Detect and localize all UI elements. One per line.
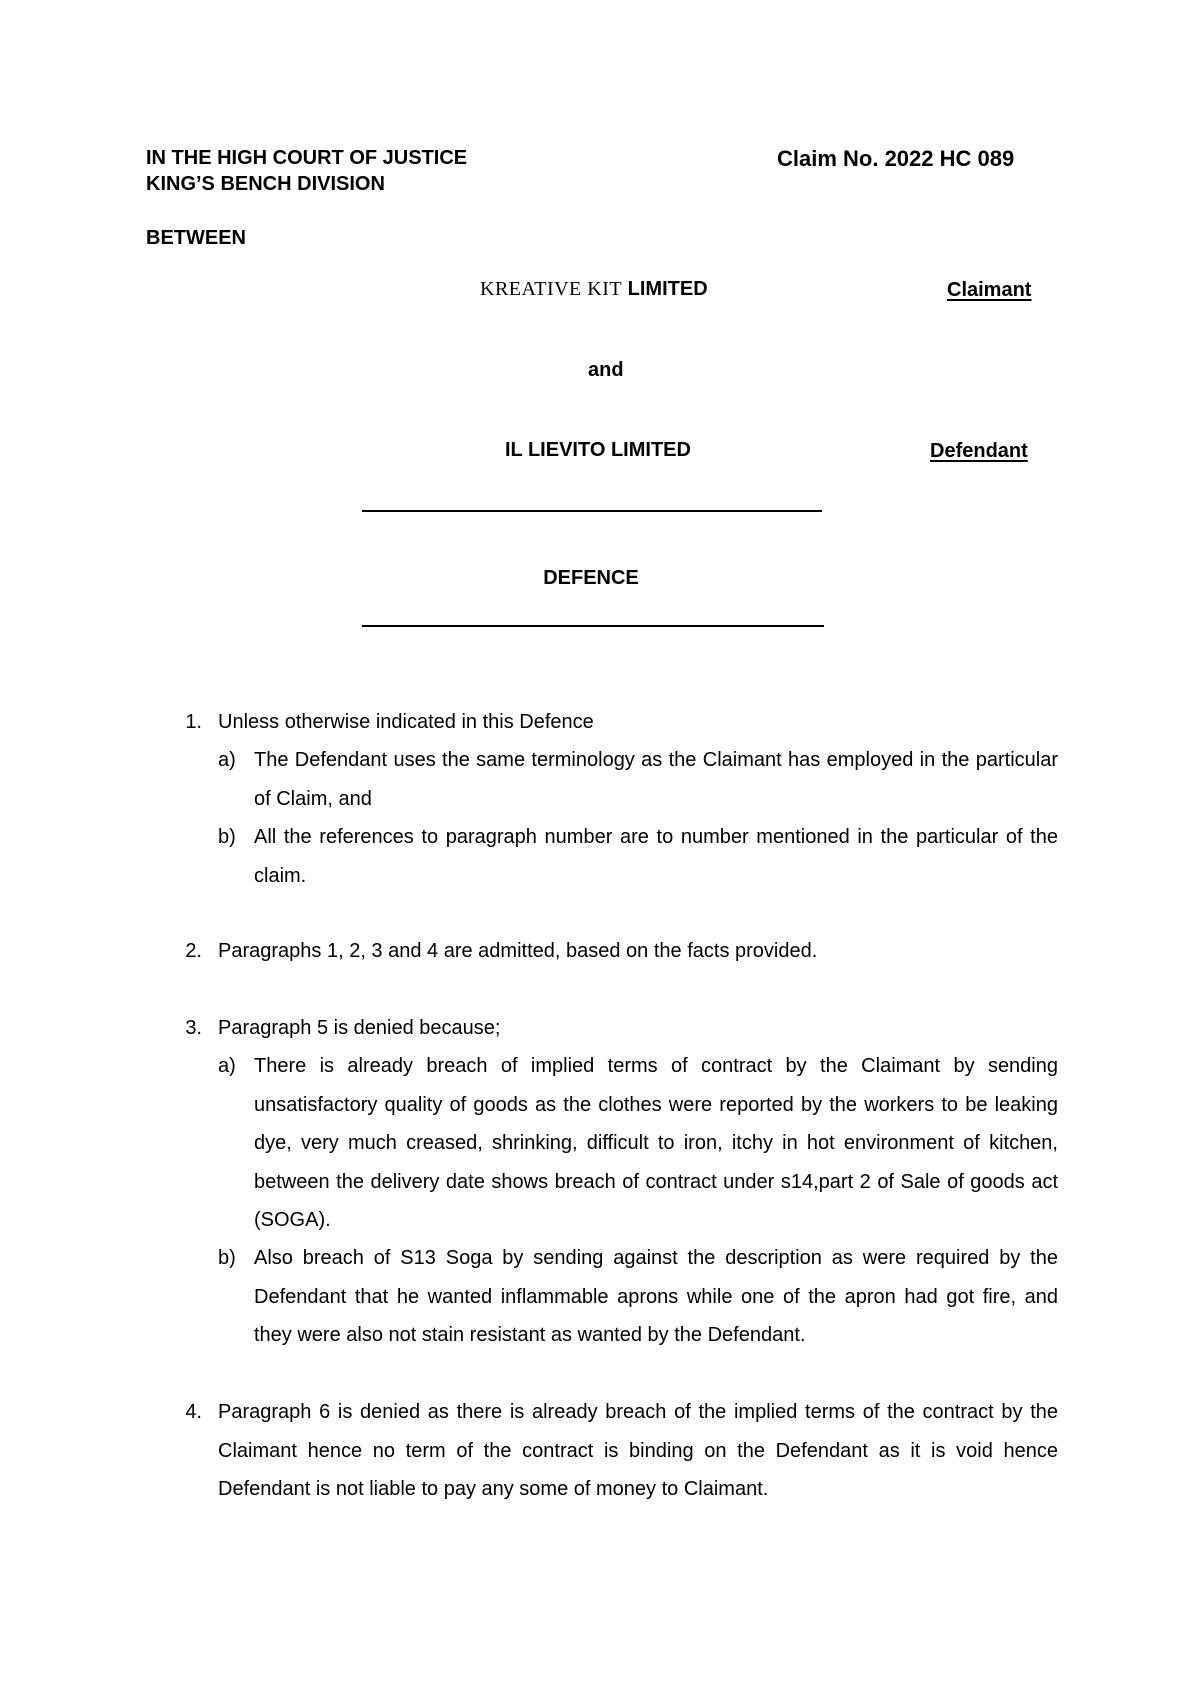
paragraph-number: 2.	[185, 940, 202, 962]
claimant-name	[480, 276, 708, 302]
paragraph-text: Unless otherwise indicated in this Defence	[218, 711, 594, 733]
subitem-text: All the references to paragraph number are to number mentioned in the particular of the claim.	[254, 826, 1058, 887]
paragraph-text: Paragraph 6 is denied as there is already breach of the implied terms of the contract by the Claimant hence no term of the contract is binding on the Defendant as it is void hence Defendant is not liable to pay any some of money to Claimant.	[218, 1401, 1058, 1500]
parties-conjunction: and	[588, 359, 624, 381]
title-rule-top	[362, 510, 822, 512]
claimant-name-suffix: LIMITED	[627, 278, 708, 300]
subitem-label: b)	[218, 826, 236, 848]
paragraph-text: Paragraph 5 is denied because;	[218, 1017, 501, 1039]
defendant-role: Defendant	[930, 440, 1028, 462]
defendant-name: IL LIEVITO LIMITED	[505, 439, 691, 461]
paragraph-number: 1.	[185, 711, 202, 733]
subitem-text: Also breach of S13 Soga by sending against the description as were required by the Defendant that he wanted inflammable aprons while one of the apron had got fire, and they were also not stain resistant as wanted by the Defendant.	[254, 1247, 1058, 1346]
subitem-text: The Defendant uses the same terminology as the Claimant has employed in the particular of Claim, and	[254, 749, 1058, 810]
paragraph-text: Paragraphs 1, 2, 3 and 4 are admitted, based on the facts provided.	[218, 940, 818, 962]
court-line-2: KING’S BENCH DIVISION	[146, 173, 385, 195]
court-name	[146, 145, 467, 197]
document-title: DEFENCE	[543, 567, 639, 589]
between-label: BETWEEN	[146, 227, 246, 249]
court-line-1: IN THE HIGH COURT OF JUSTICE	[146, 147, 468, 169]
paragraph-number: 4.	[185, 1401, 202, 1423]
title-rule-bottom	[362, 625, 824, 627]
subitem-text: There is already breach of implied terms of contract by the Claimant by sending unsatisfactory quality of goods as the clothes were reported by the workers to be leaking dye, very much creased, shrinking, difficult to iron, itchy in hot environment of kitchen, between the delivery date shows breach of contract under s14,part 2 of Sale of goods act (SOGA).	[254, 1055, 1058, 1231]
subitem-label: b)	[218, 1247, 236, 1269]
claim-number: Claim No. 2022 HC 089	[777, 146, 1015, 171]
claimant-role: Claimant	[947, 279, 1032, 301]
subitem-label: a)	[218, 1055, 236, 1077]
subitem-label: a)	[218, 749, 236, 771]
paragraph-number: 3.	[185, 1017, 202, 1039]
claimant-name-prefix: KREATIVE KIT	[480, 278, 623, 300]
